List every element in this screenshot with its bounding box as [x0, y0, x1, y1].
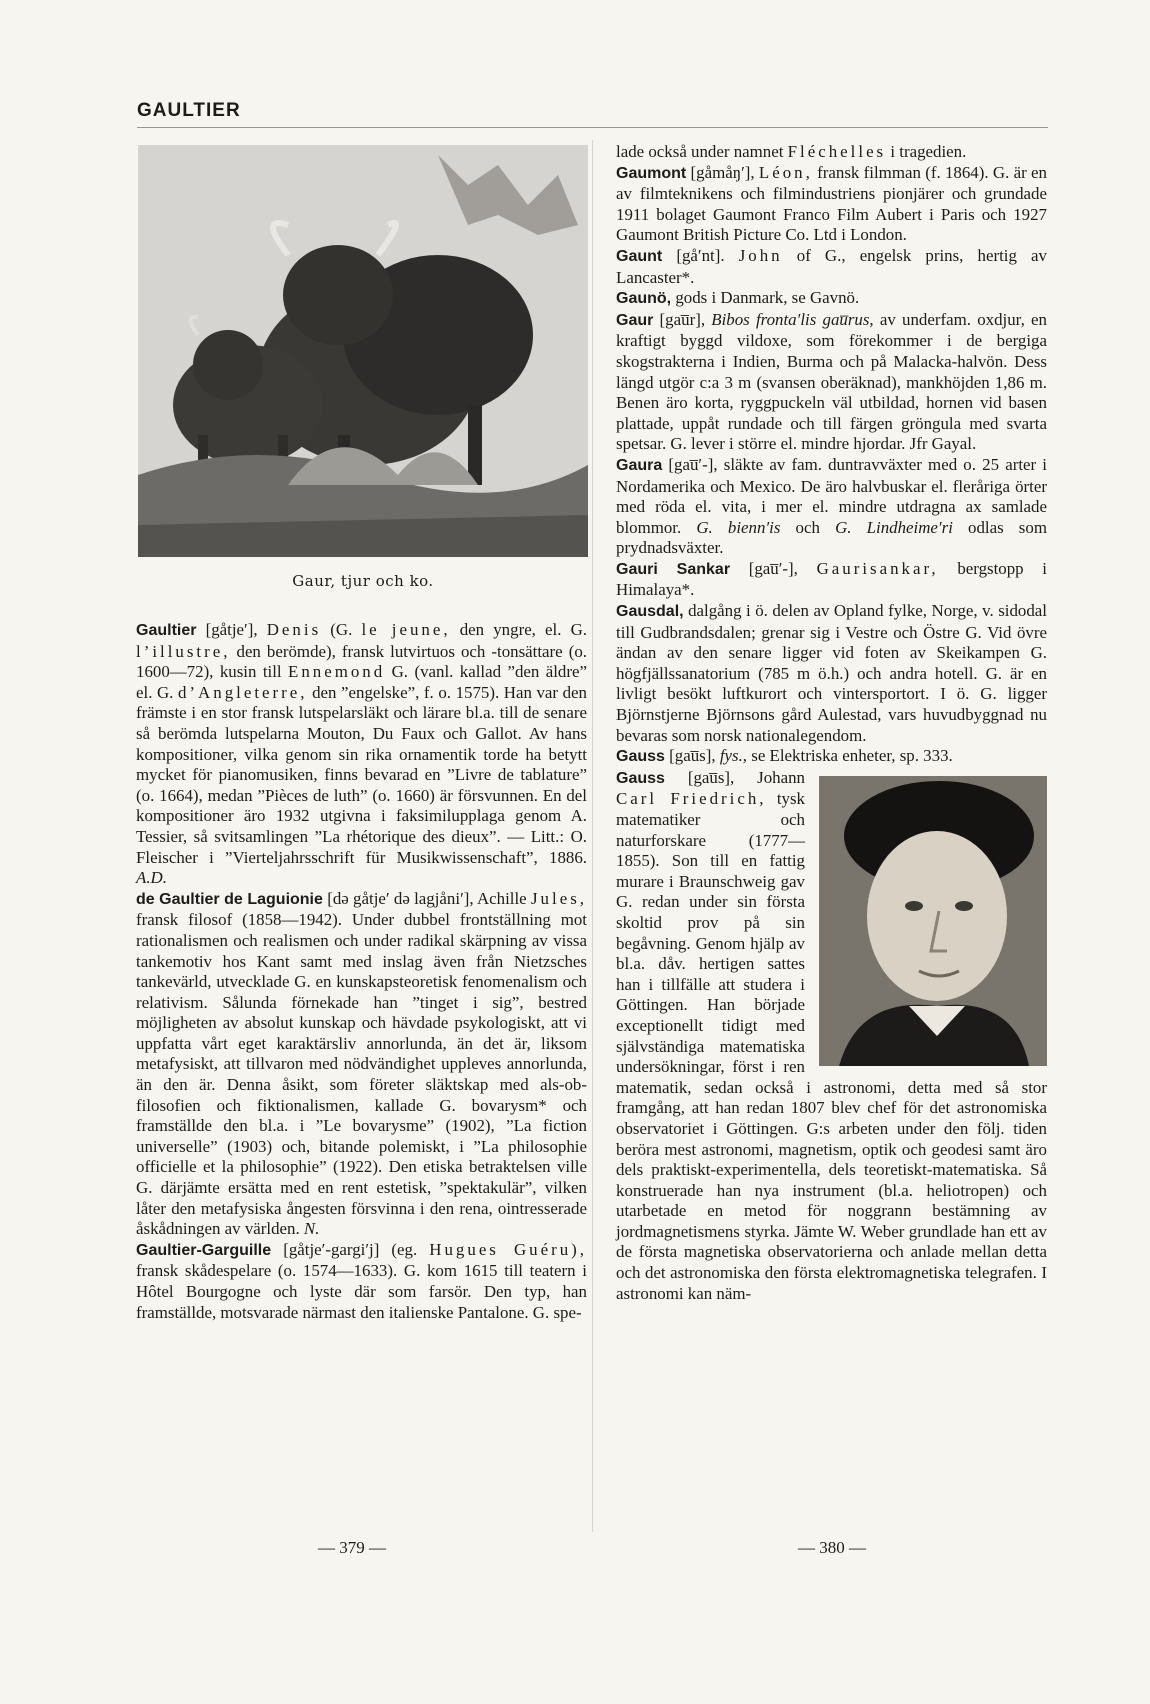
entry-text: den yngre, el. G.	[450, 620, 588, 639]
entry-continuation	[616, 142, 1047, 163]
page-number-left: — 379 —	[318, 1538, 386, 1557]
entry-gaultier	[136, 620, 587, 889]
column-divider	[592, 140, 593, 1532]
headword: Gaunt	[616, 247, 663, 265]
latin-name: G. Lindheime′ri	[835, 517, 953, 537]
entry-text: bergstopp i Himalaya*.	[616, 558, 1047, 600]
headword: Gaumont	[616, 164, 687, 182]
left-column	[136, 620, 587, 1323]
headword: Gauri Sankar	[616, 560, 731, 578]
entry-text: [də gåtje′ də lagjåni′], Achille	[322, 888, 531, 908]
entry-gaur	[616, 310, 1047, 455]
entry-text: [gåtje′],	[196, 620, 267, 639]
entry-gauri-sankar	[616, 559, 1047, 601]
entry-gauss-unit	[616, 746, 1047, 768]
right-column	[616, 142, 1047, 1304]
gauss-portrait	[819, 776, 1047, 1066]
headword: Gauss	[616, 748, 665, 766]
spaced-name: John	[738, 245, 783, 265]
spaced-name: Ennemond	[288, 662, 386, 682]
entry-text: lade också under namnet	[616, 142, 788, 161]
entry-text: [gau̅s],	[664, 746, 720, 766]
entry-text: G. (vanl. kallad ”den äldre” el. G.	[136, 662, 587, 702]
headword: Gaunö,	[616, 290, 672, 308]
entry-text: fransk filmman (f. 1864). G. är en av filmteknikens och filmindustriens pionjärer och grundade 1911 bolaget Gaumont Franco Film Aubert i Paris och 1927 Gaumont British Picture Co. Ltd i London.	[616, 162, 1047, 245]
entry-gausdal	[616, 601, 1047, 746]
latin-name: G. bienn′is	[696, 517, 781, 537]
page-number-right: — 380 —	[798, 1538, 866, 1557]
gaur-photo	[138, 145, 588, 557]
gaur-caption: Gaur, tjur och ko.	[292, 572, 434, 590]
spaced-name: Fléchelles	[787, 142, 887, 161]
spaced-name: Jules,	[530, 888, 587, 908]
spaced-name: Carl Friedrich,	[616, 789, 767, 809]
entry-laguionie	[136, 889, 587, 1240]
spaced-name: Gaurisankar,	[816, 558, 939, 578]
entry-text: [gau̅r],	[653, 309, 712, 329]
entry-gauno	[616, 288, 1047, 310]
entry-text: [gau̅′-], släkte av fam. duntravväxter med o. 25 arter i Nordamerika och Mexico. De äro halvbuskar el. fleråriga örter med röda el. vita, i mer el. mindre utdragna ax samlade blommor.	[616, 454, 1047, 537]
spaced-name: Léon,	[758, 162, 813, 182]
running-head: GAULTIER	[137, 100, 241, 121]
entry-text: den berömde), fransk lutvirtuos och -tonsättare (o. 1600—72), kusin till	[136, 641, 587, 682]
entry-text: odlas som prydnadsväxter.	[616, 517, 1047, 558]
entry-text: gods i Danmark, se Gavnö.	[671, 288, 860, 308]
author-signature: N.	[303, 1219, 320, 1239]
entry-text: och	[780, 517, 836, 537]
spaced-name: l’illustre,	[136, 641, 231, 661]
entry-text: fransk filosof (1858—1942). Under dubbel frontställning mot rationalismen och realismen och under radikal skärpning av vissa tankemotiv hos Kant samt med inslag även från Nietzsches tankevärld, utvecklade G. en kunskapsteoretisk fenomenalism och relativism. Sålunda förnekade han ”tinget i sig”, bestred möjligheten av absolut kunskap och hävdade psykologiskt, att vi uppfatta vårt eget karaktärsliv annorlunda, än det är, liksom metafysiskt, att tillvaron med nödvändighet uppleves annorlunda, än den är. Denna åsikt, som företer släktskap med als-ob-filosofien och fiktionalismen, kallade G. bovarysm* och framställde den bl.a. i ”Le bovarysme” (1902), ”La fiction universelle” (1903) och, bitande polemiskt, i ”La philosophie officielle et la philosophie” (1922). Den etiska betraktelsen ville G. därjämte ersätta med en rent estetisk, ”spektakulär”, vilken låter den metafysiska ångesten försvinna i den rena, ointresserade åskådningen av världen.	[136, 910, 587, 1239]
headword: Gausdal,	[616, 603, 684, 621]
entry-garguille	[136, 1240, 587, 1323]
headword: Gaur	[616, 311, 654, 329]
entry-text: [gåtje′-gargi′j] (eg.	[271, 1239, 430, 1259]
entry-text: [gå′nt].	[662, 245, 739, 265]
entry-text: of G., engelsk prins, hertig av Lancaster*.	[616, 245, 1047, 287]
headword: Gaultier-Garguille	[136, 1241, 272, 1259]
entry-text: [gau̅s], Johann	[664, 767, 805, 787]
headword: Gaultier	[136, 622, 197, 639]
entry-text: den ”engelske”, f. o. 1575). Han var den främste i en stor fransk lutspelarsläkt och lärare bl.a. till de senare så berömda lutspelarna Mouton, Du Faux och Gallot. Av hans kompositioner, vilka genom sin rika ornamentik torde ha betytt mycket för pianomusiken, finns bevarad en ”Livre de tablature” (o. 1664), medan ”Pièces de luth” (o. 1660) är försvunnen. En del kompositioner äro 1932 utgivna i faksimilupplaga genom A. Tessier, så svitsamlingen ”La rhétorique des dieux”. — Litt.: O. Fleischer i ”Vierteljahrsschrift für Musikwissenschaft”, 1886.	[136, 682, 588, 867]
spaced-name: Denis	[266, 620, 322, 639]
entry-text: fransk skådespelare (o. 1574—1633). G. kom 1615 till teatern i Hôtel Bourgogne och lyste där som farsör. Den typ, han framställde, motsvarade närmast den italienske Pantalone. G. spe-	[136, 1261, 587, 1322]
spaced-name: Hugues Guéru),	[429, 1239, 587, 1259]
headword: Gaura	[616, 456, 663, 474]
headword: de Gaultier de Laguionie	[136, 890, 323, 908]
subject-abbrev: fys.,	[719, 746, 748, 766]
spaced-name: le jeune,	[361, 620, 451, 639]
entry-text: (G.	[321, 620, 362, 639]
entry-gaunt	[616, 246, 1047, 288]
entry-text: se Elektriska enheter, sp. 333.	[747, 746, 953, 766]
entry-text: i tragedien.	[886, 142, 967, 161]
entry-text: dalgång i ö. delen av Opland fylke, Norge, v. sidodal till Gudbrandsdalen; grenar sig i Vestre och Östre G. Vid övre ändan av den senare ligger vid foten av Skeikampen G. högfjällssanatorium (785 m ö.h.) och andra hotell. G. är en livligt besökt luftkurort och vintersportort. I ö. G. ligger Björnstjerne Björnsons gård Aulestad, vars huvudbyggnad nu bevaras som norsk nationalegendom.	[616, 601, 1047, 745]
entry-gauss-person-wrap	[616, 768, 1047, 1304]
entry-text: av underfam. oxdjur, en kraftigt byggd vildoxe, som förekommer i de bergiga skogstrakterna i Indien, Burma och på Malacka-halvön. Dess längd utgör c:a 3 m (svansen oberäknad), mankhöjden 1,86 m. Benen äro korta, ryggpuckeln väl utbildad, hornen vid basen plattade, uppåt rundade och till färgen gröngula med svarta spetsar. G. lever i större el. mindre hjordar. Jfr Gayal.	[616, 309, 1047, 454]
entry-gaumont	[616, 163, 1047, 246]
entry-text: [gåmåŋ′],	[686, 162, 759, 182]
entry-text: tysk matematiker och naturforskare (1777—1855). Son till en fattig murare i Braunschweig gav G. redan under sin första skoltid prov på sin begåvning. Genom hjälp av bl.a. dåv. hertigen sattes han i tillfälle att studera i Göttingen. Han började exceptionellt tidigt med självständiga matematiska undersökningar, först i ren matematik, sedan också i astronomi, detta med så stor framgång, att han redan 1807 blev chef för det astronomiska observatoriet i Göttingen. G:s arbeten under den följ. tiden beröra mest astronomi, magnetism, optik och geodesi samt äro dels praktiskt-experimentella, dels teoretiskt-matematiska. Så konstruerade han nya instrument (bl.a. heliotropen) och utarbetade en metod för noggrann bestämning av jordmagnetismens styrka. Jämte W. Weber grundlade han ett av de första magnetiska observatorierna och anlade mellan detta och det astronomiska den första elektromagnetiska telegrafen. I astronomi kan näm-	[616, 789, 1047, 1303]
spaced-name: d’Angleterre,	[177, 682, 308, 702]
author-signature: A.D.	[136, 868, 167, 888]
entry-text: [gau̅′-],	[730, 558, 817, 578]
header-rule	[137, 127, 1048, 128]
latin-name: Bibos fronta′lis gau̅rus,	[711, 309, 874, 329]
entry-gaura	[616, 455, 1047, 559]
headword: Gauss	[616, 769, 665, 787]
